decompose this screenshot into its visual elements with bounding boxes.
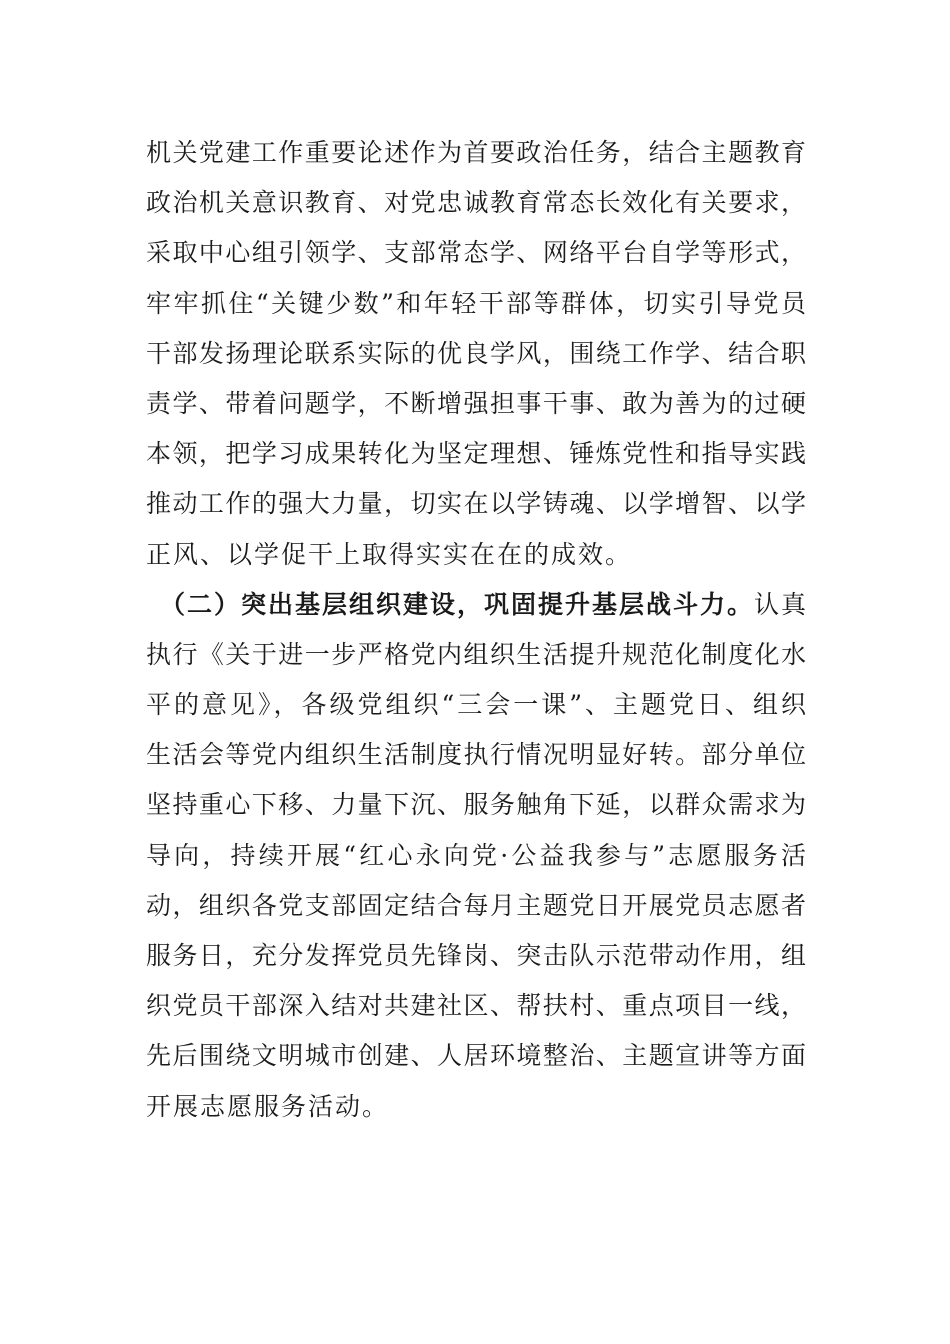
paragraph-line: 生活会等党内组织生活制度执行情况明显好转。部分单位 (146, 740, 806, 770)
paragraph-line: 干部发扬理论联系实际的优良学风，围绕工作学、结合职 (146, 338, 806, 368)
paragraph-line: 政治机关意识教育、对党忠诚教育常态长效化有关要求， (146, 188, 806, 218)
paragraph-line: 平的意见》，各级党组织“三会一课”、主题党日、组织 (146, 690, 806, 720)
paragraph-line: 服务日，充分发挥党员先锋岗、突击队示范带动作用，组 (146, 941, 806, 970)
paragraph-2 (146, 580, 806, 1132)
paragraph-line: 责学、带着问题学，不断增强担事干事、敢为善为的过硬 (146, 388, 806, 418)
paragraph-line: 导向，持续开展“红心永向党·公益我参与”志愿服务活 (146, 840, 806, 870)
paragraph-line: 机关党建工作重要论述作为首要政治任务，结合主题教育 (146, 138, 806, 167)
section-heading: （二）突出基层组织建设，巩固提升基层战斗力。 (160, 589, 754, 619)
paragraph-line: 执行《关于进一步严格党内组织生活提升规范化制度化水 (146, 639, 806, 669)
paragraph-line: 坚持重心下移、力量下沉、服务触角下延，以群众需求为 (146, 790, 806, 820)
heading-trailing-text: 认真 (753, 589, 806, 619)
paragraph-line: 推动工作的强大力量，切实在以学铸魂、以学增智、以学 (146, 489, 806, 519)
paragraph-1 (146, 128, 806, 580)
document-body (146, 128, 806, 1132)
paragraph-first-line (146, 580, 806, 630)
paragraph-line: 开展志愿服务活动。 (146, 1091, 390, 1121)
paragraph-line: 织党员干部深入结对共建社区、帮扶村、重点项目一线， (146, 991, 806, 1021)
paragraph-line: 采取中心组引领学、支部常态学、网络平台自学等形式， (146, 238, 806, 268)
paragraph-line: 牢牢抓住“关键少数”和年轻干部等群体，切实引导党员 (146, 288, 806, 318)
paragraph-line: 正风、以学促干上取得实实在在的成效。 (146, 539, 633, 569)
paragraph-line: 先后围绕文明城市创建、人居环境整治、主题宣讲等方面 (146, 1041, 806, 1071)
paragraph-line: 动，组织各党支部固定结合每月主题党日开展党员志愿者 (146, 890, 806, 920)
paragraph-line: 本领，把学习成果转化为坚定理想、锤炼党性和指导实践 (146, 439, 806, 469)
